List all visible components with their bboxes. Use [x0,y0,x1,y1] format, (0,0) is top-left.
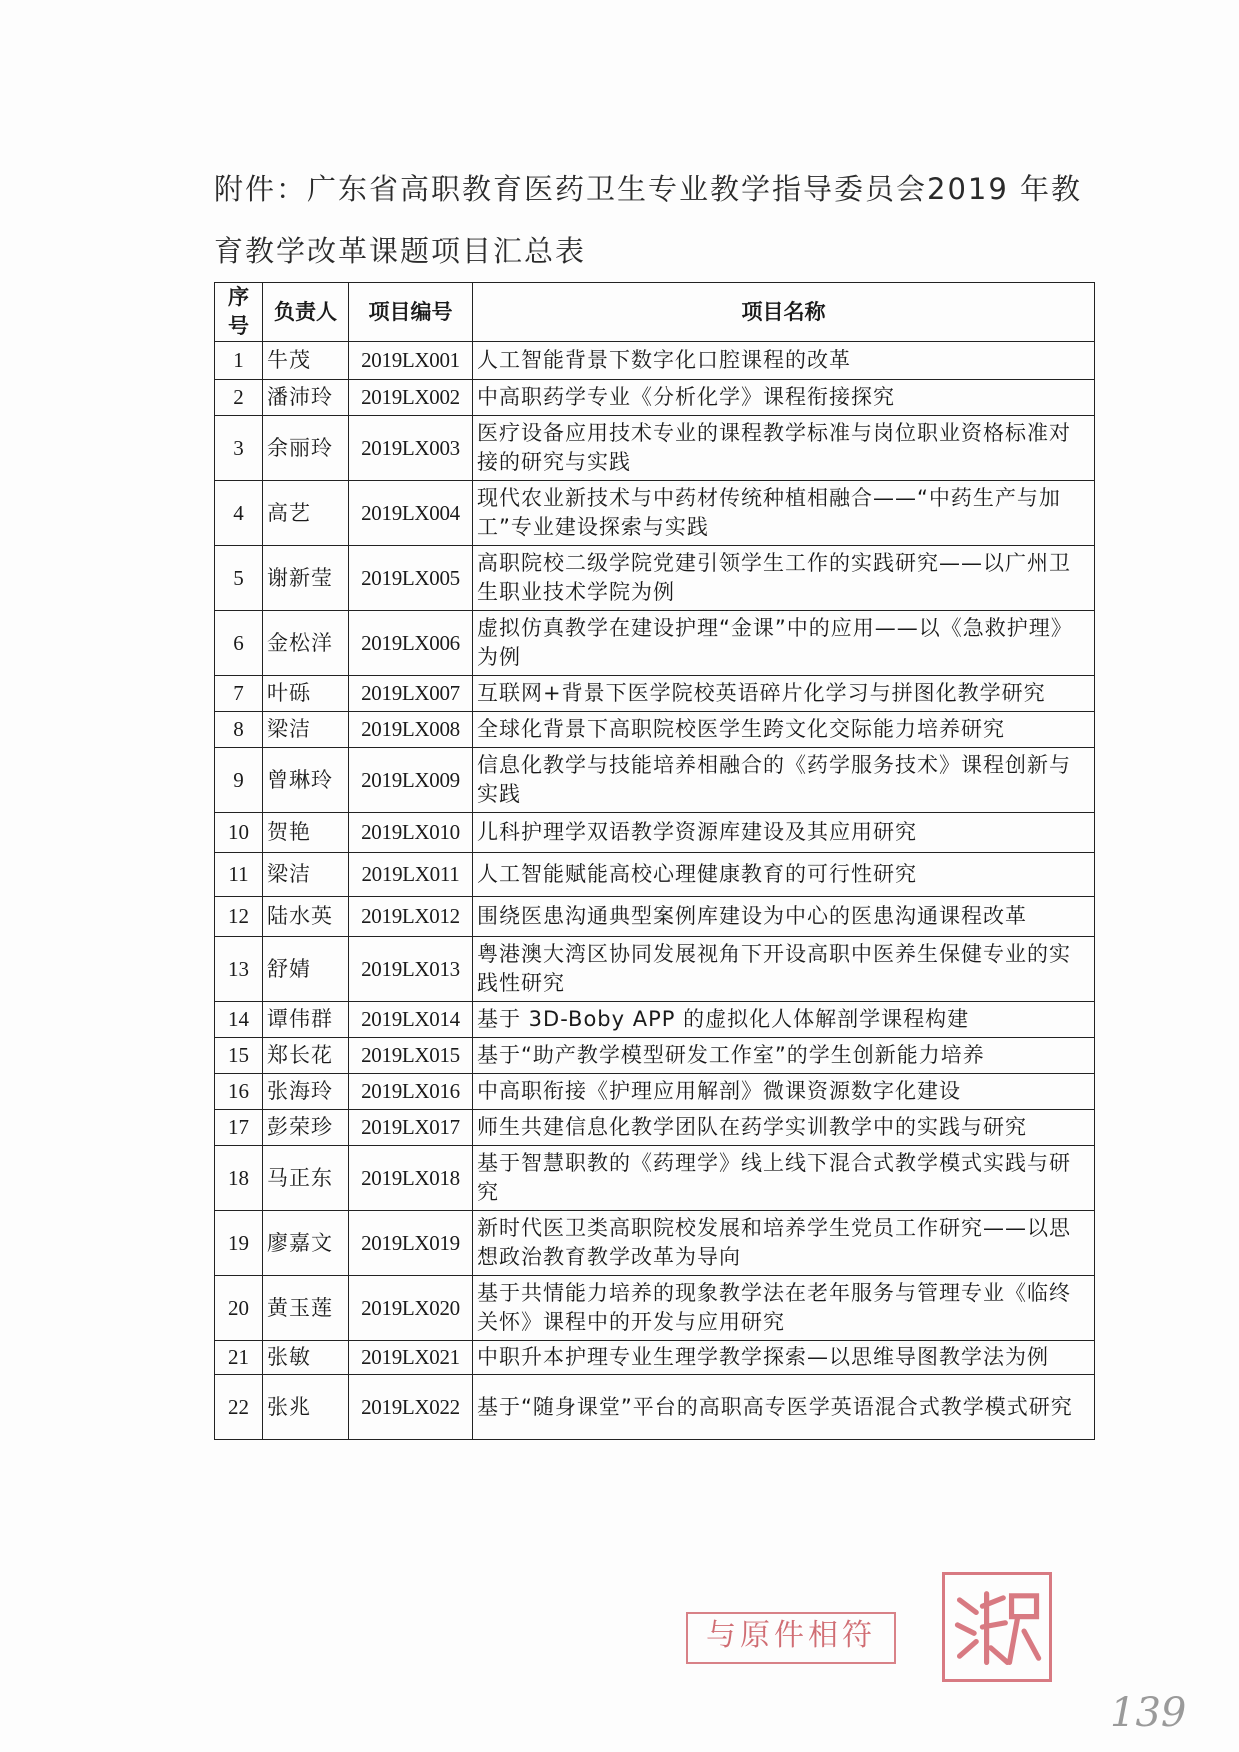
row-index-cell: 2 [215,380,263,416]
person-cell: 陆水英 [263,897,349,937]
row-index-cell: 14 [215,1002,263,1038]
row-index-cell: 10 [215,813,263,853]
document-title: 附件：广东省高职教育医药卫生专业教学指导委员会2019 年教育教学改革课题项目汇总表 [214,172,1083,268]
project-code-cell: 2019LX017 [349,1110,473,1146]
table-row [215,937,1095,1002]
project-code-cell: 2019LX006 [349,611,473,676]
project-code-cell: 2019LX013 [349,937,473,1002]
table-header-row [215,283,1095,342]
row-index-cell: 22 [215,1375,263,1440]
project-name-cell: 儿科护理学双语教学资源库建设及其应用研究 [473,813,1095,853]
person-cell: 彭荣珍 [263,1110,349,1146]
red-seal-icon [942,1572,1052,1682]
project-name-cell: 医疗设备应用技术专业的课程教学标准与岗位职业资格标准对接的研究与实践 [473,416,1095,481]
row-index-cell: 17 [215,1110,263,1146]
person-cell: 余丽玲 [263,416,349,481]
project-name-cell: 基于智慧职教的《药理学》线上线下混合式教学模式实践与研究 [473,1146,1095,1211]
table-row [215,853,1095,897]
project-name-cell: 基于“随身课堂”平台的高职高专医学英语混合式教学模式研究 [473,1375,1095,1440]
table-row [215,813,1095,853]
person-cell: 贺艳 [263,813,349,853]
row-index-cell: 9 [215,748,263,813]
row-index-cell: 4 [215,481,263,546]
project-code-cell: 2019LX003 [349,416,473,481]
project-name-cell: 虚拟仿真教学在建设护理“金课”中的应用——以《急救护理》为例 [473,611,1095,676]
row-index-cell: 15 [215,1038,263,1074]
project-name-cell: 高职院校二级学院党建引领学生工作的实践研究——以广州卫生职业技术学院为例 [473,546,1095,611]
row-index-cell: 5 [215,546,263,611]
person-cell: 舒婧 [263,937,349,1002]
project-name-cell: 中高职衔接《护理应用解剖》微课资源数字化建设 [473,1074,1095,1110]
row-index-cell: 21 [215,1341,263,1375]
project-code-cell: 2019LX008 [349,712,473,748]
person-cell: 张敏 [263,1341,349,1375]
table-row [215,481,1095,546]
table-row [215,748,1095,813]
project-name-cell: 师生共建信息化教学团队在药学实训教学中的实践与研究 [473,1110,1095,1146]
project-name-cell: 围绕医患沟通典型案例库建设为中心的医患沟通课程改革 [473,897,1095,937]
row-index-cell: 1 [215,342,263,380]
person-cell: 潘沛玲 [263,380,349,416]
project-code-cell: 2019LX022 [349,1375,473,1440]
person-cell: 高艺 [263,481,349,546]
project-name-cell: 信息化教学与技能培养相融合的《药学服务技术》课程创新与实践 [473,748,1095,813]
project-name-cell: 人工智能背景下数字化口腔课程的改革 [473,342,1095,380]
project-code-cell: 2019LX009 [349,748,473,813]
row-index-cell: 19 [215,1211,263,1276]
table-row [215,676,1095,712]
row-index-cell: 8 [215,712,263,748]
person-cell: 谭伟群 [263,1002,349,1038]
table-row [215,1341,1095,1375]
person-cell: 廖嘉文 [263,1211,349,1276]
row-index-cell: 16 [215,1074,263,1110]
person-cell: 梁洁 [263,853,349,897]
table-row [215,546,1095,611]
row-index-cell: 12 [215,897,263,937]
project-name-cell: 基于 3D-Boby APP 的虚拟化人体解剖学课程构建 [473,1002,1095,1038]
project-code-cell: 2019LX004 [349,481,473,546]
row-index-cell: 13 [215,937,263,1002]
table-row [215,1276,1095,1341]
project-code-cell: 2019LX021 [349,1341,473,1375]
row-index-cell: 3 [215,416,263,481]
project-name-cell: 粤港澳大湾区协同发展视角下开设高职中医养生保健专业的实践性研究 [473,937,1095,1002]
project-code-cell: 2019LX005 [349,546,473,611]
project-name-cell: 现代农业新技术与中药材传统种植相融合——“中药生产与加工”专业建设探索与实践 [473,481,1095,546]
table-row [215,712,1095,748]
person-cell: 金松洋 [263,611,349,676]
project-name-cell: 基于共情能力培养的现象教学法在老年服务与管理专业《临终关怀》课程中的开发与应用研究 [473,1276,1095,1341]
header-code: 项目编号 [349,283,473,342]
project-name-cell: 人工智能赋能高校心理健康教育的可行性研究 [473,853,1095,897]
table-row [215,1375,1095,1440]
page-number: 139 [1110,1690,1187,1736]
project-name-cell: 中高职药学专业《分析化学》课程衔接探究 [473,380,1095,416]
person-cell: 张海玲 [263,1074,349,1110]
table-row [215,1110,1095,1146]
table-row [215,1002,1095,1038]
project-name-cell: 基于“助产教学模型研发工作室”的学生创新能力培养 [473,1038,1095,1074]
header-project-name: 项目名称 [473,283,1095,342]
person-cell: 谢新莹 [263,546,349,611]
project-code-cell: 2019LX018 [349,1146,473,1211]
person-cell: 张兆 [263,1375,349,1440]
row-index-cell: 18 [215,1146,263,1211]
table-row [215,380,1095,416]
project-code-cell: 2019LX011 [349,853,473,897]
project-code-cell: 2019LX002 [349,380,473,416]
project-code-cell: 2019LX014 [349,1002,473,1038]
header-person: 负责人 [263,283,349,342]
person-cell: 叶砾 [263,676,349,712]
project-code-cell: 2019LX012 [349,897,473,937]
header-index: 序号 [215,283,263,342]
project-name-cell: 中职升本护理专业生理学教学探索—以思维导图教学法为例 [473,1341,1095,1375]
table-row [215,1074,1095,1110]
table-row [215,1146,1095,1211]
table-row [215,611,1095,676]
project-code-cell: 2019LX010 [349,813,473,853]
table-row [215,897,1095,937]
person-cell: 曾琳玲 [263,748,349,813]
project-name-cell: 新时代医卫类高职院校发展和培养学生党员工作研究——以思想政治教育教学改革为导向 [473,1211,1095,1276]
project-name-cell: 互联网+背景下医学院校英语碎片化学习与拼图化教学研究 [473,676,1095,712]
project-code-cell: 2019LX020 [349,1276,473,1341]
row-index-cell: 11 [215,853,263,897]
table-row [215,1038,1095,1074]
person-cell: 牛茂 [263,342,349,380]
project-name-cell: 全球化背景下高职院校医学生跨文化交际能力培养研究 [473,712,1095,748]
project-summary-table [214,282,1095,1440]
project-code-cell: 2019LX007 [349,676,473,712]
row-index-cell: 20 [215,1276,263,1341]
person-cell: 梁洁 [263,712,349,748]
table-row [215,342,1095,380]
person-cell: 马正东 [263,1146,349,1211]
row-index-cell: 7 [215,676,263,712]
project-code-cell: 2019LX015 [349,1038,473,1074]
row-index-cell: 6 [215,611,263,676]
person-cell: 郑长花 [263,1038,349,1074]
project-code-cell: 2019LX001 [349,342,473,380]
table-row [215,1211,1095,1276]
table-row [215,416,1095,481]
project-code-cell: 2019LX019 [349,1211,473,1276]
project-code-cell: 2019LX016 [349,1074,473,1110]
person-cell: 黄玉莲 [263,1276,349,1341]
certified-copy-stamp: 与原件相符 [686,1612,896,1664]
